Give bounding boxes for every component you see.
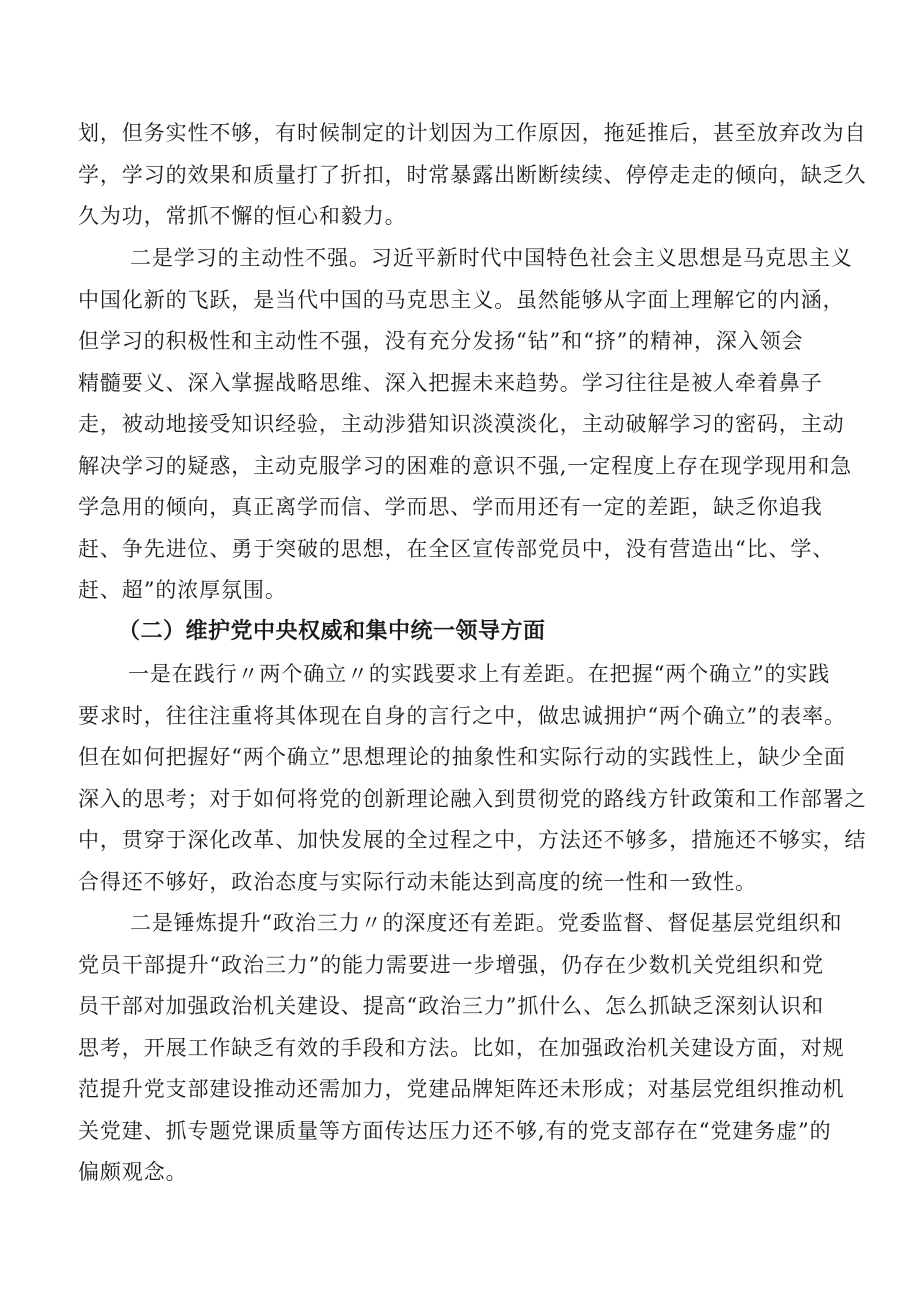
paragraph-1-line-2: 学，学习的效果和质量打了折扣，时常暴露出断断续续、停停走走的倾向，缺乏久 bbox=[78, 163, 867, 187]
paragraph-3-line-2: 要求时，往往注重将其体现在自身的言行之中，做忠诚拥护“两个确立”的表率。 bbox=[78, 704, 846, 728]
paragraph-2-line-3: 但学习的积极性和主动性不强，没有充分发扬“钻”和“挤”的精神，深入领会 bbox=[78, 329, 804, 353]
paragraph-2-line-2: 中国化新的飞跃，是当代中国的马克思主义。虽然能够从字面上理解它的内涵， bbox=[78, 288, 845, 312]
paragraph-4-line-5: 范提升党支部建设推动还需加力，党建品牌矩阵还未形成；对基层党组织推动机 bbox=[78, 1077, 845, 1101]
paragraph-4-line-1: 二是锤炼提升“政治三力〃的深度还有差距。党委监督、督促基层党组织和 bbox=[130, 911, 843, 935]
paragraph-2-line-7: 学急用的倾向，真正离学而信、学而思、学而用还有一定的差距，缺乏你追我 bbox=[78, 495, 823, 519]
paragraph-4-line-2: 党员干部提升“政治三力”的能力需要进一步增强，仍存在少数机关党组织和党 bbox=[78, 953, 824, 977]
paragraph-2-line-5: 走，被动地接受知识经验，主动涉猎知识淡漠淡化，主动破解学习的密码，主动 bbox=[78, 412, 845, 436]
paragraph-3-line-4: 深入的思考；对于如何将党的创新理论融入到贯彻党的路线方针政策和工作部署之 bbox=[78, 787, 867, 811]
paragraph-2-line-8: 赶、争先进位、勇于突破的思想，在全区宣传部党员中，没有营造出“比、学、 bbox=[78, 537, 835, 561]
paragraph-4-line-7: 偏颇观念。 bbox=[78, 1160, 188, 1184]
paragraph-1-line-3: 久为功，常抓不懈的恒心和毅力。 bbox=[78, 204, 407, 228]
paragraph-4-line-6: 关党建、抓专题党课质量等方面传达压力还不够,有的党支部存在“党建务虚”的 bbox=[78, 1119, 832, 1143]
paragraph-3-line-5: 中，贯穿于深化改革、加快发展的全过程之中，方法还不够多，措施还不够实，结 bbox=[78, 828, 867, 852]
paragraph-2-line-6: 解决学习的疑惑，主动克服学习的困难的意识不强,一定程度上存在现学现用和急 bbox=[78, 454, 853, 478]
paragraph-4-line-3: 员干部对加强政治机关建设、提高“政治三力”抓什么、怎么抓缺乏深刻认识和 bbox=[78, 994, 824, 1018]
paragraph-2-line-4: 精髓要义、深入掌握战略思维、深入把握未来趋势。学习往往是被人牵着鼻子 bbox=[78, 371, 823, 395]
paragraph-3-line-1: 一是在践行〃两个确立〃的实践要求上有差距。在把握“两个确立”的实践 bbox=[128, 662, 831, 686]
paragraph-3-line-6: 合得还不够好，政治态度与实际行动未能达到高度的统一性和一致性。 bbox=[78, 870, 757, 894]
paragraph-4-line-4: 思考，开展工作缺乏有效的手段和方法。比如，在加强政治机关建设方面，对规 bbox=[78, 1036, 845, 1060]
paragraph-3-line-3: 但在如何把握好“两个确立”思想理论的抽象性和实际行动的实践性上，缺少全面 bbox=[78, 745, 846, 769]
paragraph-1-line-1: 划，但务实性不够，有时候制定的计划因为工作原因，拖延推后，甚至放弃改为自 bbox=[78, 121, 867, 145]
section-heading: （二）维护党中央权威和集中统一领导方面 bbox=[118, 619, 546, 644]
paragraph-2-line-1: 二是学习的主动性不强。习近平新时代中国特色社会主义思想是马克思主义 bbox=[130, 246, 853, 270]
paragraph-2-line-9: 赶、超”的浓厚氛围。 bbox=[78, 578, 287, 602]
